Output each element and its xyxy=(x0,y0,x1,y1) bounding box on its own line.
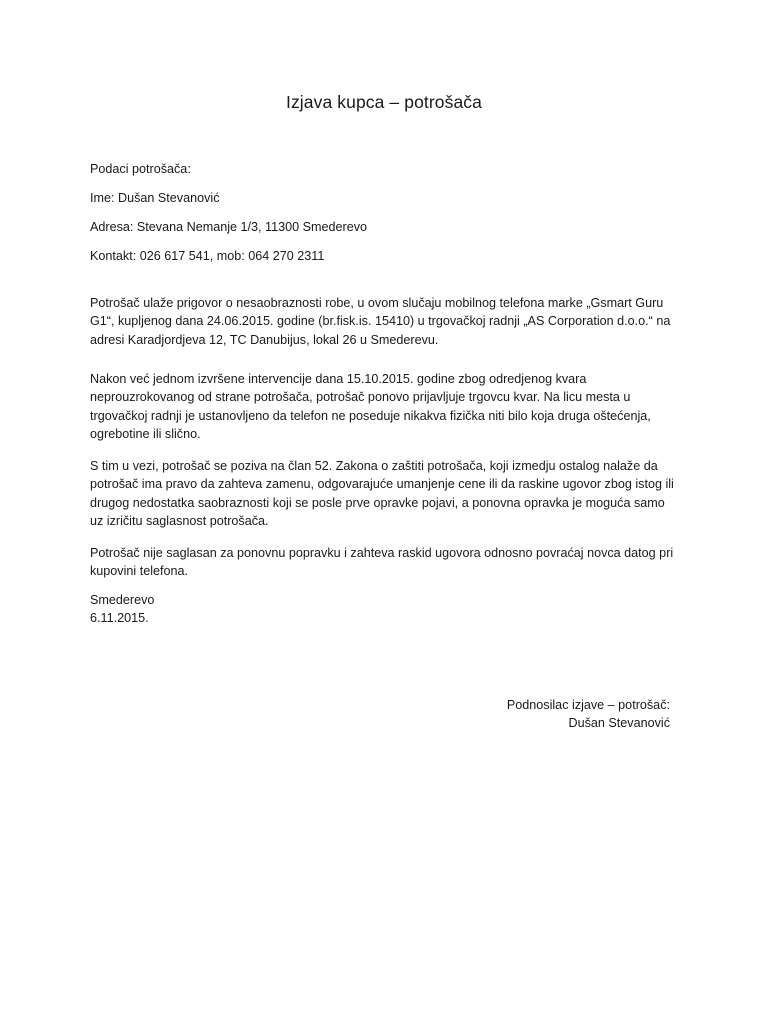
text-line: Nakon već jednom izvršene intervencije dana 15.10.2015. godine zbog odredjenog kvara xyxy=(90,372,587,386)
signature-block xyxy=(507,696,670,733)
consumer-data-label: Podaci potrošača: xyxy=(90,162,191,176)
consumer-address: Adresa: Stevana Nemanje 1/3, 11300 Smederevo xyxy=(90,220,368,234)
text-line: Potrošač nije saglasan za ponovnu popravku i zahteva raskid ugovora odnosno povraćaj novca datog pri xyxy=(90,546,674,560)
document-title: Izjava kupca – potrošača xyxy=(286,92,482,112)
place: Smederevo xyxy=(90,593,155,607)
signature-label: Podnosilac izjave – potrošač: xyxy=(506,698,670,712)
paragraph-complaint xyxy=(90,294,688,349)
text-line: ogrebotine ili slično. xyxy=(90,427,201,442)
paragraph-request xyxy=(90,544,688,581)
paragraph-intervention xyxy=(90,370,688,444)
place-and-date xyxy=(90,591,688,628)
text-line: G1“, kupljenog dana 24.06.2015. godine (br.fisk.is. 15410) u trgovačkoj radnji „AS Corporation d.o.o.“ na xyxy=(90,314,671,329)
consumer-name: Ime: Dušan Stevanović xyxy=(90,191,220,205)
signature-name: Dušan Stevanović xyxy=(568,716,670,731)
paragraph-law-reference xyxy=(90,457,688,531)
text-line: Potrošač ulaže prigovor o nesaobraznosti robe, u ovom slučaju mobilnog telefona marke „Gsmart Guru xyxy=(90,296,664,310)
consumer-contact: Kontakt: 026 617 541, mob: 064 270 2311 xyxy=(90,249,325,263)
text-line: drugog nedostatka saobraznosti koji se posle prve opravke pojavi, a ponovna opravka je moguća samo xyxy=(90,495,665,510)
text-line: adresi Karadjordjeva 12, TC Danubijus, lokal 26 u Smederevu. xyxy=(90,332,439,347)
text-line: S tim u vezi, potrošač se poziva na član 52. Zakona o zaštiti potrošača, koji izmedju ostalog nalaže da xyxy=(90,459,658,473)
text-line: potrošač ima pravo da zahteva zamenu, odgovarajuće umanjenje cene ili da raskine ugovor zbog istog ili xyxy=(90,477,674,492)
text-line: neprouzrokovanog od strane potrošača, potrošač ponovo prijavljuje trgovcu kvar. Na licu mesta u xyxy=(90,390,631,405)
text-line: trgovačkoj radnji je ustanovljeno da telefon ne poseduje nikakva fizička niti bilo koja druga oštećenja, xyxy=(90,408,651,423)
text-line: uz izričitu saglasnost potrošača. xyxy=(90,514,269,529)
text-line: kupovini telefona. xyxy=(90,564,189,579)
date: 6.11.2015. xyxy=(90,611,149,626)
